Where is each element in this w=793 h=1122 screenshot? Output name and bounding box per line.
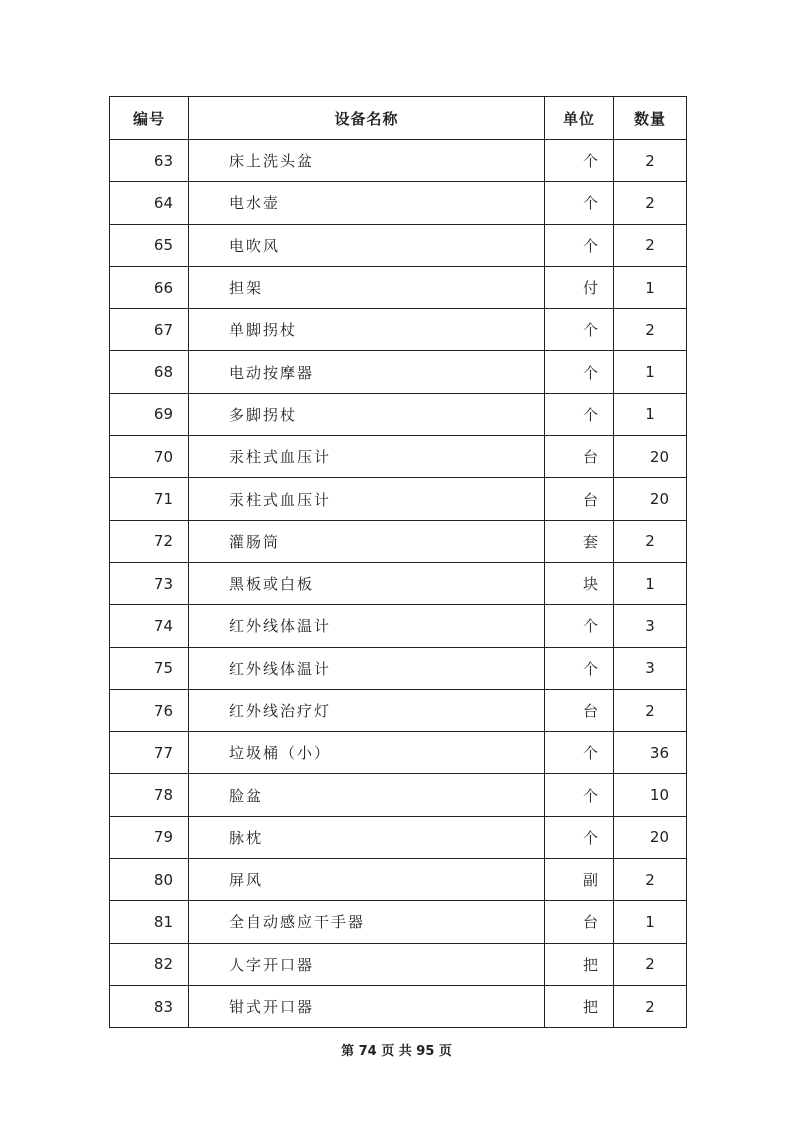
row-quantity: 1 xyxy=(614,266,687,308)
row-equipment-name: 垃圾桶（小） xyxy=(189,732,545,774)
row-number: 71 xyxy=(110,478,189,520)
row-unit: 把 xyxy=(545,985,614,1027)
row-unit: 个 xyxy=(545,605,614,647)
row-equipment-name: 红外线体温计 xyxy=(189,647,545,689)
row-number: 65 xyxy=(110,224,189,266)
table-row xyxy=(110,732,687,774)
row-equipment-name: 红外线治疗灯 xyxy=(189,689,545,731)
table-row xyxy=(110,774,687,816)
row-unit: 副 xyxy=(545,859,614,901)
row-quantity: 2 xyxy=(614,140,687,182)
row-equipment-name: 红外线体温计 xyxy=(189,605,545,647)
table-row xyxy=(110,224,687,266)
row-number: 82 xyxy=(110,943,189,985)
row-quantity: 3 xyxy=(614,647,687,689)
table-row xyxy=(110,436,687,478)
row-number: 69 xyxy=(110,393,189,435)
row-equipment-name: 全自动感应干手器 xyxy=(189,901,545,943)
row-quantity: 20 xyxy=(614,816,687,858)
row-quantity: 2 xyxy=(614,520,687,562)
row-unit: 个 xyxy=(545,647,614,689)
row-number: 70 xyxy=(110,436,189,478)
page-footer: 第 74 页 共 95 页 xyxy=(341,1044,452,1059)
row-quantity: 1 xyxy=(614,901,687,943)
row-equipment-name: 电吹风 xyxy=(189,224,545,266)
row-equipment-name: 汞柱式血压计 xyxy=(189,478,545,520)
row-quantity: 1 xyxy=(614,393,687,435)
row-equipment-name: 钳式开口器 xyxy=(189,985,545,1027)
table-row xyxy=(110,985,687,1027)
row-quantity: 1 xyxy=(614,351,687,393)
row-unit: 付 xyxy=(545,266,614,308)
row-equipment-name: 汞柱式血压计 xyxy=(189,436,545,478)
row-number: 80 xyxy=(110,859,189,901)
row-number: 76 xyxy=(110,689,189,731)
row-unit: 个 xyxy=(545,182,614,224)
row-unit: 块 xyxy=(545,562,614,604)
row-quantity: 2 xyxy=(614,689,687,731)
table-row xyxy=(110,562,687,604)
row-equipment-name: 脸盆 xyxy=(189,774,545,816)
row-unit: 台 xyxy=(545,478,614,520)
row-quantity: 2 xyxy=(614,943,687,985)
row-quantity: 20 xyxy=(614,436,687,478)
row-number: 72 xyxy=(110,520,189,562)
row-number: 73 xyxy=(110,562,189,604)
row-number: 64 xyxy=(110,182,189,224)
row-equipment-name: 担架 xyxy=(189,266,545,308)
row-unit: 个 xyxy=(545,351,614,393)
header-quantity: 数量 xyxy=(614,97,687,140)
row-unit: 个 xyxy=(545,224,614,266)
row-unit: 个 xyxy=(545,309,614,351)
table-row xyxy=(110,351,687,393)
row-unit: 把 xyxy=(545,943,614,985)
header-number: 编号 xyxy=(110,97,189,140)
row-number: 63 xyxy=(110,140,189,182)
table-row xyxy=(110,647,687,689)
table-row xyxy=(110,478,687,520)
row-equipment-name: 电水壶 xyxy=(189,182,545,224)
table-row xyxy=(110,943,687,985)
row-equipment-name: 黑板或白板 xyxy=(189,562,545,604)
row-number: 78 xyxy=(110,774,189,816)
row-quantity: 10 xyxy=(614,774,687,816)
row-equipment-name: 脉枕 xyxy=(189,816,545,858)
table-row xyxy=(110,605,687,647)
row-equipment-name: 多脚拐杖 xyxy=(189,393,545,435)
row-number: 83 xyxy=(110,985,189,1027)
row-equipment-name: 床上洗头盆 xyxy=(189,140,545,182)
row-quantity: 2 xyxy=(614,182,687,224)
table-row xyxy=(110,140,687,182)
row-unit: 个 xyxy=(545,393,614,435)
table-row xyxy=(110,689,687,731)
row-equipment-name: 单脚拐杖 xyxy=(189,309,545,351)
table-row xyxy=(110,520,687,562)
header-equipment-name: 设备名称 xyxy=(189,97,545,140)
row-number: 81 xyxy=(110,901,189,943)
row-quantity: 2 xyxy=(614,224,687,266)
row-unit: 个 xyxy=(545,140,614,182)
row-quantity: 2 xyxy=(614,309,687,351)
row-number: 66 xyxy=(110,266,189,308)
row-equipment-name: 灌肠筒 xyxy=(189,520,545,562)
table-body xyxy=(110,140,687,1028)
row-quantity: 1 xyxy=(614,562,687,604)
row-number: 68 xyxy=(110,351,189,393)
row-unit: 套 xyxy=(545,520,614,562)
table-row xyxy=(110,901,687,943)
table-row xyxy=(110,393,687,435)
table-row xyxy=(110,859,687,901)
row-quantity: 3 xyxy=(614,605,687,647)
row-number: 74 xyxy=(110,605,189,647)
table-row xyxy=(110,266,687,308)
row-equipment-name: 电动按摩器 xyxy=(189,351,545,393)
row-number: 79 xyxy=(110,816,189,858)
row-equipment-name: 人字开口器 xyxy=(189,943,545,985)
row-unit: 个 xyxy=(545,732,614,774)
table-row xyxy=(110,816,687,858)
row-number: 67 xyxy=(110,309,189,351)
row-quantity: 20 xyxy=(614,478,687,520)
row-unit: 台 xyxy=(545,901,614,943)
header-unit: 单位 xyxy=(545,97,614,140)
table-row xyxy=(110,309,687,351)
row-unit: 台 xyxy=(545,689,614,731)
row-quantity: 2 xyxy=(614,985,687,1027)
table-header-row xyxy=(110,97,687,140)
table-row xyxy=(110,182,687,224)
row-number: 77 xyxy=(110,732,189,774)
row-number: 75 xyxy=(110,647,189,689)
row-quantity: 36 xyxy=(614,732,687,774)
equipment-table xyxy=(109,96,687,1028)
row-equipment-name: 屏风 xyxy=(189,859,545,901)
row-unit: 个 xyxy=(545,774,614,816)
row-unit: 台 xyxy=(545,436,614,478)
row-quantity: 2 xyxy=(614,859,687,901)
row-unit: 个 xyxy=(545,816,614,858)
